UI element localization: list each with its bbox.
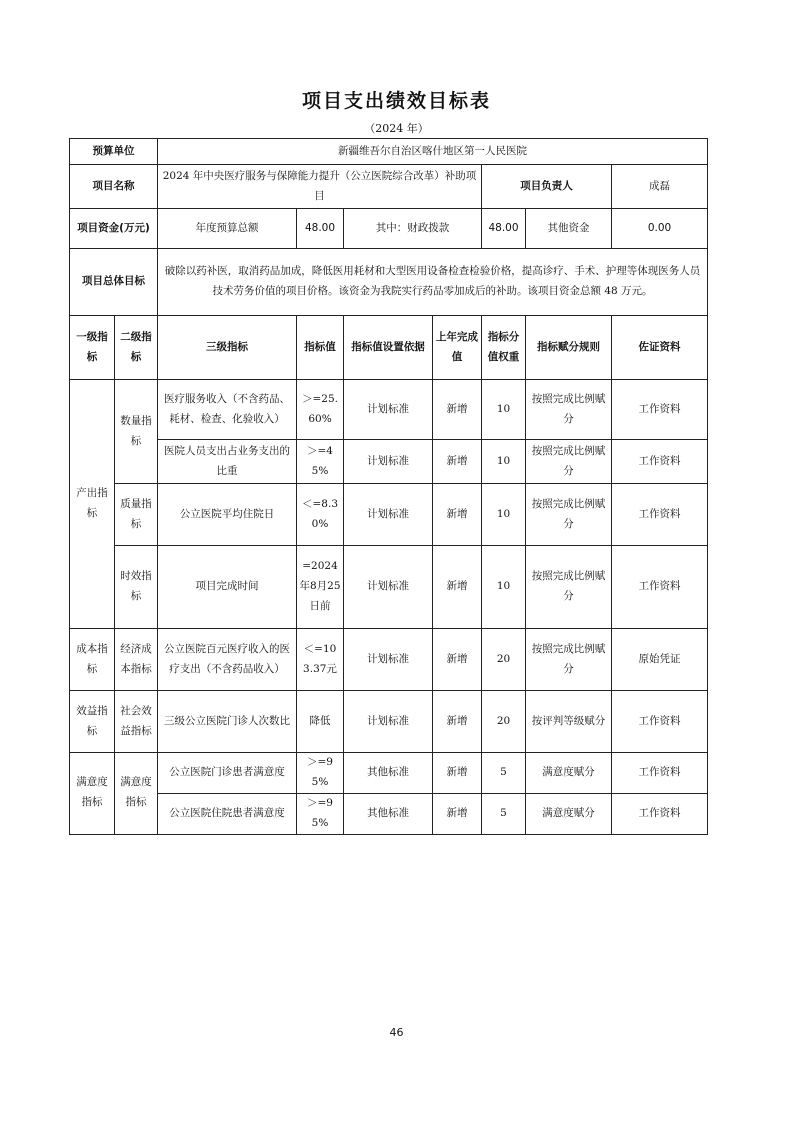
indicator-value: 降低 <box>297 691 344 753</box>
group-satisfaction-level2: 满意度指标 <box>115 753 158 835</box>
overall-goal-label: 项目总体目标 <box>70 249 158 316</box>
col-rule: 指标赋分规则 <box>526 316 612 380</box>
evidence-cell: 原始凭证 <box>612 629 708 691</box>
performance-goal-table <box>69 138 708 835</box>
rule-cell: 按照完成比例赋分 <box>526 546 612 629</box>
group-output: 产出指标 <box>70 380 115 629</box>
table-row <box>70 484 708 546</box>
weight-cell: 20 <box>482 629 526 691</box>
weight-cell: 5 <box>482 793 526 834</box>
last-year-cell: 新增 <box>433 629 482 691</box>
indicator-cell: 医疗服务收入（不含药品、耗材、检查、化验收入） <box>158 380 297 440</box>
group-econ-cost: 经济成本指标 <box>115 629 158 691</box>
indicator-cell: 项目完成时间 <box>158 546 297 629</box>
indicator-value: ＞=25.60% <box>297 380 344 440</box>
year-label: （2024 年） <box>364 122 429 135</box>
rule-cell: 满意度赋分 <box>526 793 612 834</box>
project-name-value: 2024 年中央医疗服务与保障能力提升（公立医院综合改革）补助项目 <box>158 165 482 209</box>
rule-cell: 满意度赋分 <box>526 753 612 794</box>
indicator-cell: 公立医院住院患者满意度 <box>158 793 297 834</box>
indicator-cell: 公立医院平均住院日 <box>158 484 297 546</box>
col-last-year: 上年完成值 <box>433 316 482 380</box>
col-evidence: 佐证资料 <box>612 316 708 380</box>
last-year-cell: 新增 <box>433 793 482 834</box>
last-year-cell: 新增 <box>433 691 482 753</box>
col-weight: 指标分值权重 <box>482 316 526 380</box>
funds-label: 项目资金(万元) <box>70 209 158 249</box>
col-basis: 指标值设置依据 <box>344 316 433 380</box>
evidence-cell: 工作资料 <box>612 793 708 834</box>
other-funds-cell <box>526 209 612 249</box>
table-row <box>70 380 708 440</box>
last-year-cell: 新增 <box>433 484 482 546</box>
other-funds-value: 0.00 <box>612 209 708 249</box>
annual-budget-label: 年度预算总额 <box>158 209 297 249</box>
group-benefit: 效益指标 <box>70 691 115 753</box>
col-value: 指标值 <box>297 316 344 380</box>
project-name-label: 项目名称 <box>70 165 158 209</box>
basis-cell: 计划标准 <box>344 484 433 546</box>
annual-budget-value: 48.00 <box>297 209 344 249</box>
project-owner-value: 成磊 <box>612 165 708 209</box>
page-number: 46 <box>389 1026 404 1039</box>
indicator-cell: 公立医院门诊患者满意度 <box>158 753 297 794</box>
other-funds-label: 其他资金 <box>547 221 590 234</box>
indicator-cell: 医院人员支出占业务支出的比重 <box>158 440 297 484</box>
basis-cell: 计划标准 <box>344 380 433 440</box>
weight-cell: 10 <box>482 380 526 440</box>
indicator-cell: 三级公立医院门诊人次数比 <box>158 691 297 753</box>
rule-cell: 按照完成比例赋分 <box>526 380 612 440</box>
basis-cell: 计划标准 <box>344 546 433 629</box>
weight-cell: 20 <box>482 691 526 753</box>
basis-cell: 其他标准 <box>344 793 433 834</box>
column-header-row <box>70 316 708 380</box>
project-owner-label: 项目负责人 <box>482 165 612 209</box>
overall-goal-row <box>70 249 708 316</box>
group-quality: 质量指标 <box>115 484 158 546</box>
evidence-cell: 工作资料 <box>612 546 708 629</box>
last-year-cell: 新增 <box>433 380 482 440</box>
col-level2: 二级指标 <box>115 316 158 380</box>
table-row <box>70 629 708 691</box>
indicator-value: ＞=95% <box>297 793 344 834</box>
indicator-cell: 公立医院百元医疗收入的医疗支出（不含药品收入） <box>158 629 297 691</box>
indicator-value: ＜=8.30% <box>297 484 344 546</box>
evidence-cell: 工作资料 <box>612 380 708 440</box>
overall-goal-value: 破除以药补医，取消药品加成，降低医用耗材和大型医用设备检查检验价格，提高诊疗、手术、护理等体现医务人员技术劳务价值的项目价格。该资金为我院实行药品零加成后的补助。该项目资金总额 48 万元。 <box>158 249 708 316</box>
indicator-value: ＞=95% <box>297 753 344 794</box>
evidence-cell: 工作资料 <box>612 440 708 484</box>
project-name-row <box>70 165 708 209</box>
last-year-cell: 新增 <box>433 440 482 484</box>
group-quantity: 数量指标 <box>115 380 158 484</box>
indicator-value: ＞=45% <box>297 440 344 484</box>
rule-cell: 按照完成比例赋分 <box>526 484 612 546</box>
funds-row <box>70 209 708 249</box>
indicator-value: ＜=103.37元 <box>297 629 344 691</box>
evidence-cell: 工作资料 <box>612 484 708 546</box>
last-year-cell: 新增 <box>433 753 482 794</box>
budget-unit-value: 新疆维吾尔自治区喀什地区第一人民医院 <box>158 139 708 165</box>
fiscal-value: 48.00 <box>482 209 526 249</box>
last-year-cell: 新增 <box>433 546 482 629</box>
weight-cell: 10 <box>482 440 526 484</box>
group-satisfaction: 满意度指标 <box>70 753 115 835</box>
basis-cell: 计划标准 <box>344 629 433 691</box>
weight-cell: 10 <box>482 546 526 629</box>
table-title: 项目支出绩效目标表 <box>301 90 491 112</box>
budget-unit-label: 预算单位 <box>70 139 158 165</box>
table-row <box>70 440 708 484</box>
rule-cell: 按照完成比例赋分 <box>526 629 612 691</box>
group-timeliness: 时效指标 <box>115 546 158 629</box>
basis-cell: 计划标准 <box>344 440 433 484</box>
group-social-benefit: 社会效益指标 <box>115 691 158 753</box>
rule-cell: 按照完成比例赋分 <box>526 440 612 484</box>
indicator-value: =2024年8月25日前 <box>297 546 344 629</box>
table-row <box>70 793 708 834</box>
budget-unit-row <box>70 139 708 165</box>
fiscal-label: 其中：财政拨款 <box>344 209 482 249</box>
basis-cell: 计划标准 <box>344 691 433 753</box>
basis-cell: 其他标准 <box>344 753 433 794</box>
rule-cell: 按评判等级赋分 <box>526 691 612 753</box>
table-row <box>70 691 708 753</box>
col-level3: 三级指标 <box>158 316 297 380</box>
evidence-cell: 工作资料 <box>612 691 708 753</box>
evidence-cell: 工作资料 <box>612 753 708 794</box>
group-cost: 成本指标 <box>70 629 115 691</box>
col-level1: 一级指标 <box>70 316 115 380</box>
table-row <box>70 546 708 629</box>
weight-cell: 5 <box>482 753 526 794</box>
table-row <box>70 753 708 794</box>
weight-cell: 10 <box>482 484 526 546</box>
